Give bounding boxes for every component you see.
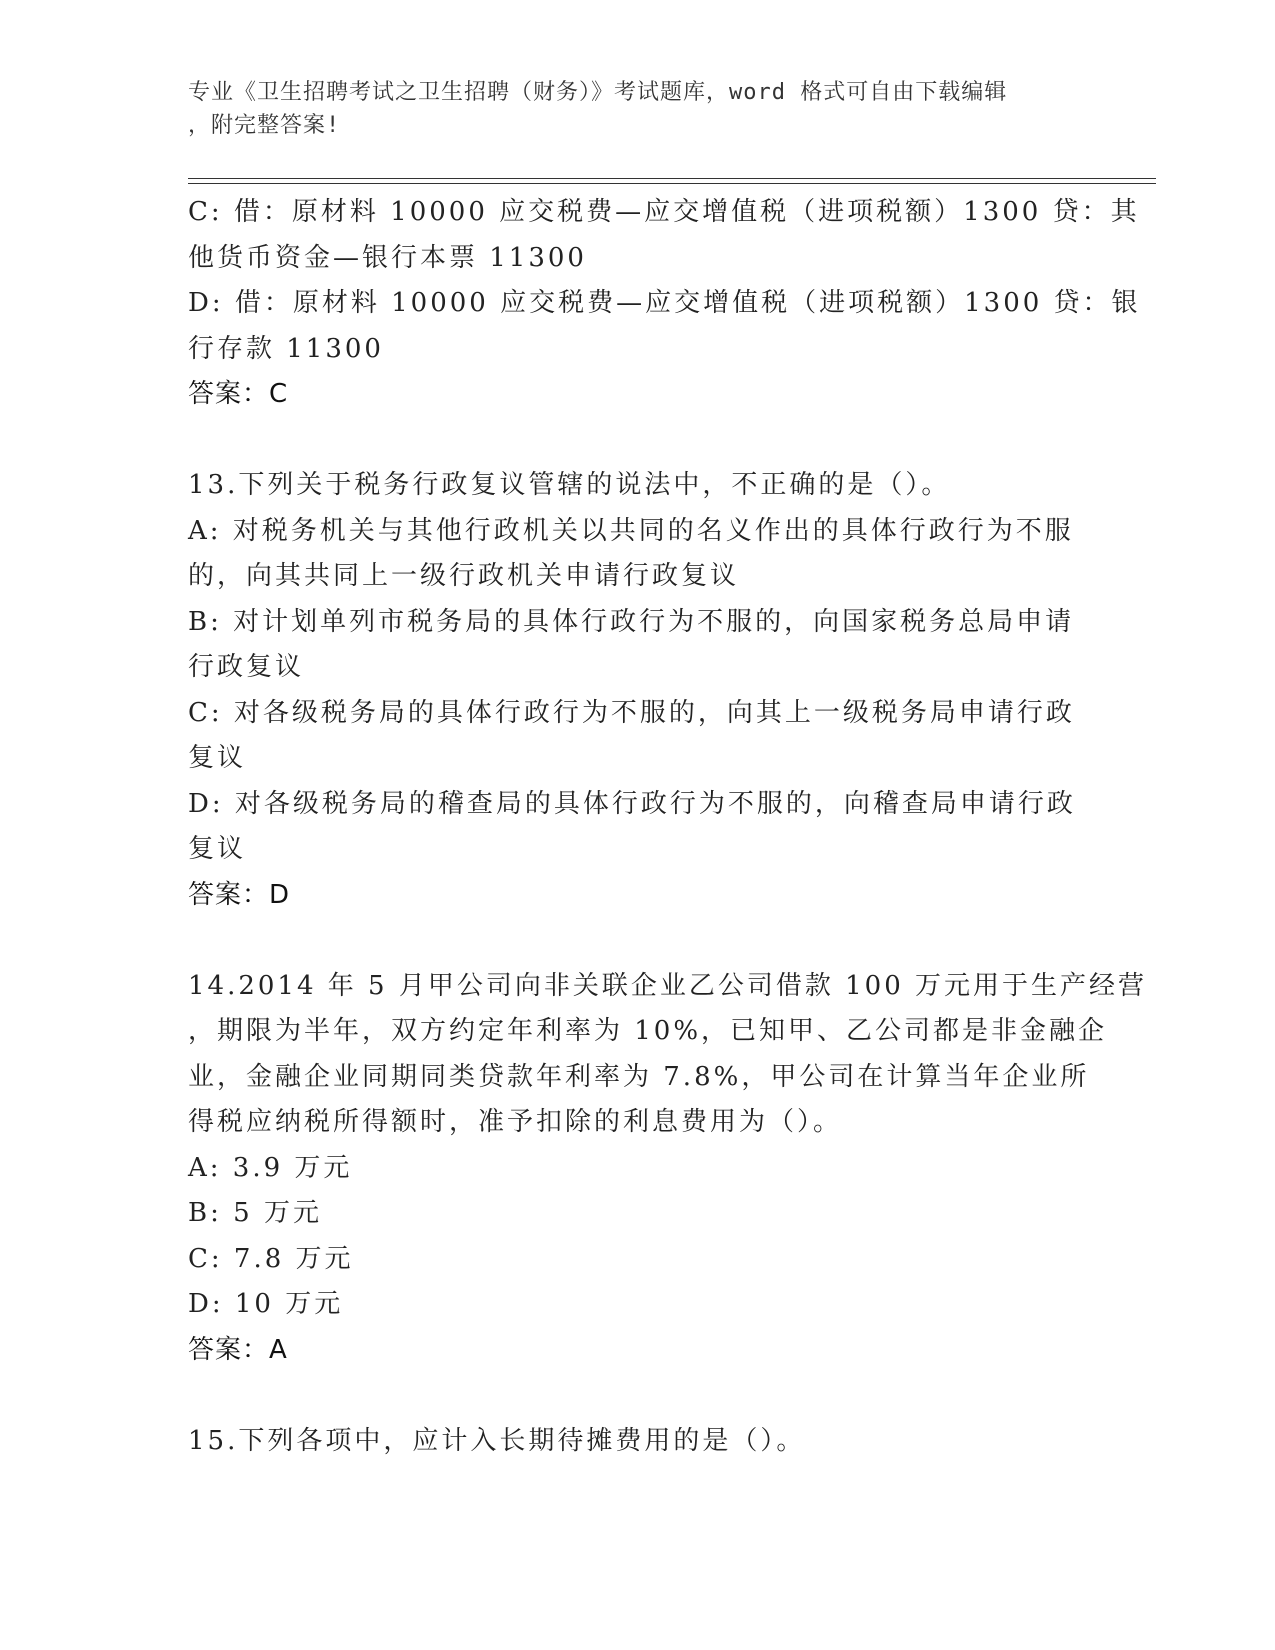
q13-answer: 答案：D — [188, 879, 291, 910]
question-content — [188, 190, 1148, 1464]
q14-option-a: A: 3.9 万元 — [188, 1152, 353, 1183]
document-header — [188, 76, 1088, 142]
spacer — [188, 918, 1088, 964]
header-line-2: ，附完整答案! — [188, 113, 341, 138]
spacer — [188, 418, 1088, 464]
q14-stem-line-3: 业，金融企业同期同类贷款年利率为 7.8%，甲公司在计算当年企业所 — [188, 1061, 1090, 1092]
q13-stem: 13.下列关于税务行政复议管辖的说法中，不正确的是（）。 — [188, 470, 951, 500]
header-line-1: 专业《卫生招聘考试之卫生招聘（财务）》考试题库，word 格式可自由下载编辑 — [188, 80, 1008, 105]
question-14 — [188, 964, 1148, 1374]
header-divider-top — [188, 178, 1156, 179]
q13-option-c-line-2: 复议 — [188, 743, 247, 773]
spacer — [188, 1373, 1088, 1419]
q13-option-d — [188, 782, 1088, 873]
q12-option-d — [188, 281, 1141, 372]
question-15 — [188, 1419, 1088, 1465]
question-13 — [188, 463, 1088, 918]
q13-option-c — [188, 691, 1088, 782]
q13-option-a — [188, 509, 1088, 600]
q13-option-a-line-1: A: 对税务机关与其他行政机关以共同的名义作出的具体行政行为不服 — [188, 515, 1074, 546]
q14-option-d: D: 10 万元 — [188, 1289, 344, 1319]
q13-option-b-line-1: B: 对计划单列市税务局的具体行政行为不服的，向国家税务总局申请 — [188, 606, 1075, 637]
q13-option-d-line-2: 复议 — [188, 834, 247, 864]
q13-option-c-line-1: C: 对各级税务局的具体行政行为不服的，向其上一级税务局申请行政 — [188, 697, 1075, 728]
q14-option-c: C: 7.8 万元 — [188, 1243, 354, 1274]
q12-option-c — [188, 190, 1140, 281]
q13-option-a-line-2: 的，向其共同上一级行政机关申请行政复议 — [188, 561, 740, 591]
q13-option-b-line-2: 行政复议 — [188, 652, 305, 682]
q12-option-c-line-2: 他货币资金—银行本票 11300 — [188, 242, 587, 273]
q15-stem: 15.下列各项中，应计入长期待摊费用的是（）。 — [188, 1425, 806, 1456]
q14-stem — [188, 964, 1148, 1146]
q14-option-b: B: 5 万元 — [188, 1198, 322, 1228]
question-12-tail — [188, 190, 1141, 418]
q14-stem-line-2: ，期限为半年，双方约定年利率为 10%，已知甲、乙公司都是非金融企 — [188, 1016, 1108, 1046]
q12-answer: 答案：C — [188, 379, 289, 409]
q12-option-d-line-1: D: 借：原材料 10000 应交税费—应交增值税（进项税额）1300 贷：银 — [188, 288, 1141, 318]
q14-stem-line-4: 得税应纳税所得额时，准予扣除的利息费用为（）。 — [188, 1107, 843, 1137]
q12-option-d-line-2: 行存款 11300 — [188, 333, 384, 364]
q14-answer: 答案：A — [188, 1334, 288, 1365]
q13-option-d-line-1: D: 对各级税务局的稽查局的具体行政行为不服的，向稽查局申请行政 — [188, 788, 1076, 819]
q13-option-b — [188, 600, 1088, 691]
header-divider-bottom — [188, 183, 1156, 184]
q12-option-c-line-1: C: 借：原材料 10000 应交税费—应交增值税（进项税额）1300 贷：其 — [188, 197, 1140, 227]
q14-stem-line-1: 14.2014 年 5 月甲公司向非关联企业乙公司借款 100 万元用于生产经营 — [188, 970, 1148, 1001]
